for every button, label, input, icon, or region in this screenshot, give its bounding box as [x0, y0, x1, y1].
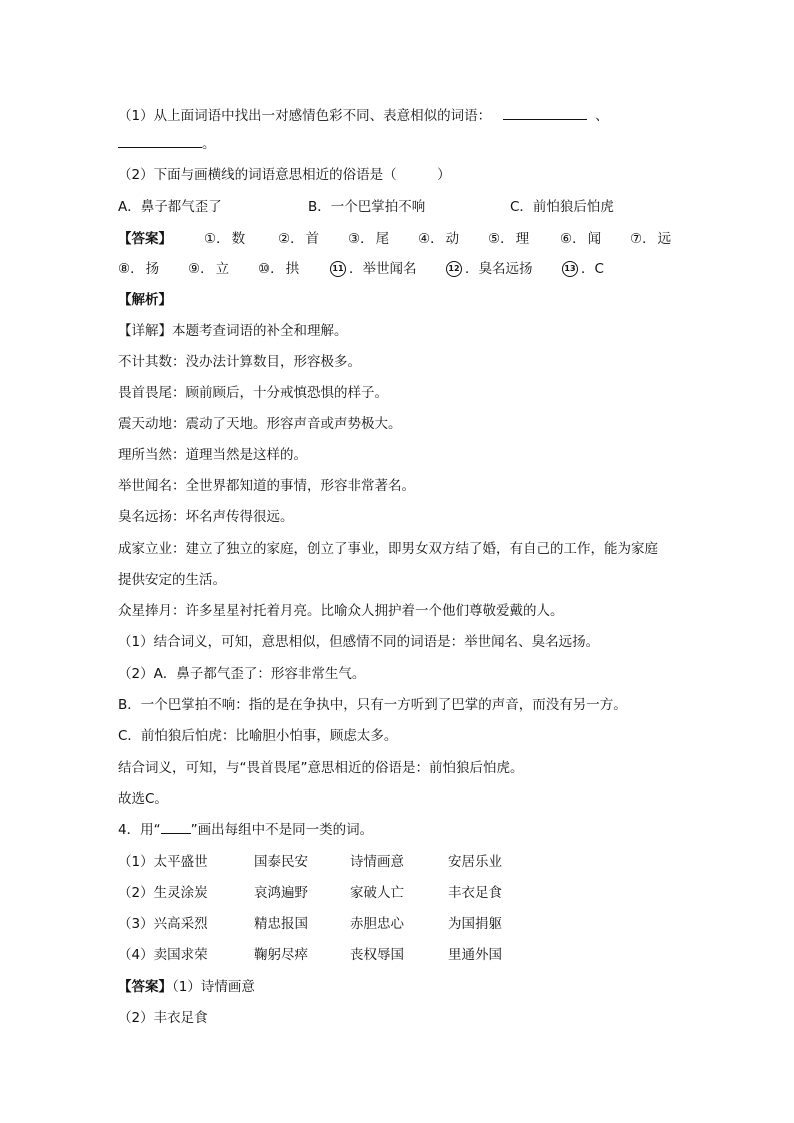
idiom: 为国捐躯	[448, 916, 502, 932]
analysis-line: 举世闻名：全世界都知道的事情，形容非常著名。	[118, 478, 415, 494]
answer-line: （2）丰衣足食	[118, 1010, 208, 1026]
analysis-line: 故选C。	[118, 791, 168, 807]
answer-value-12: ．臭名远扬	[465, 261, 533, 277]
idiom: 安居乐业	[448, 854, 502, 870]
idiom: 哀鸿遍野	[254, 885, 308, 901]
answer-value-6: 闻	[587, 231, 602, 247]
answer-label: 【答案】	[118, 979, 172, 995]
analysis-line: 众星捧月：许多星星衬托着月亮。比喻众人拥护着一个他们尊敬爱戴的人。	[118, 603, 564, 619]
idiom: 丰衣足食	[448, 885, 502, 901]
idiom: 里通外国	[448, 947, 502, 963]
underline-sample	[161, 821, 191, 834]
analysis-line: 臭名远扬：坏名声传得很远。	[118, 509, 294, 525]
answer-num-11: 11	[330, 261, 346, 277]
answer-value-4: 动	[445, 231, 460, 247]
idiom: （3）兴高采烈	[118, 916, 208, 932]
answer-num-8: ⑧．	[118, 261, 144, 277]
answer-value-8: 扬	[145, 261, 160, 277]
answer-num-10: ⑩．	[258, 261, 284, 277]
answer-num-2: ②．	[278, 231, 304, 247]
question-4-title	[118, 821, 373, 839]
answer-num-4: ④．	[418, 231, 444, 247]
question-4-suffix: ”画出每组中不是同一类的词。	[190, 822, 374, 838]
question-1-line-2	[118, 134, 216, 153]
option-a: A．鼻子都气歪了	[118, 199, 222, 215]
answer-value-9: 立	[215, 261, 230, 277]
analysis-label: 【解析】	[118, 292, 172, 308]
idiom: （1）太平盛世	[118, 854, 208, 870]
question-1-end: 。	[202, 136, 216, 152]
idiom: 国泰民安	[254, 854, 308, 870]
answer-num-13: 13	[562, 261, 578, 277]
answer-num-5: ⑤．	[488, 231, 514, 247]
analysis-line: （2）A．鼻子都气歪了：形容非常生气。	[118, 666, 366, 682]
analysis-line: （1）结合词义，可知，意思相似，但感情不同的词语是：举世闻名、臭名远扬。	[118, 634, 600, 650]
answer-num-7: ⑦．	[630, 231, 656, 247]
answer-num-3: ③．	[348, 231, 374, 247]
blank-separator: 、	[595, 108, 609, 124]
answer-value-3: 尾	[375, 231, 390, 247]
answer-blank-1	[503, 106, 587, 120]
answer-num-1: ①．	[204, 231, 230, 247]
analysis-line: 不计其数：没办法计算数目，形容极多。	[118, 354, 361, 370]
answer-num-12: 12	[446, 261, 462, 277]
idiom: （2）生灵涂炭	[118, 885, 208, 901]
answer-blank-2	[118, 134, 202, 148]
analysis-line: 震天动地：震动了天地。形容声音或声势极大。	[118, 416, 402, 432]
idiom: （4）卖国求荣	[118, 947, 208, 963]
idiom: 丧权辱国	[350, 947, 404, 963]
option-b: B．一个巴掌拍不响	[308, 199, 426, 215]
answer-num-6: ⑥．	[560, 231, 586, 247]
analysis-line: 【详解】本题考查词语的补全和理解。	[118, 323, 348, 339]
analysis-line: 结合词义，可知，与“畏首畏尾”意思相近的俗语是：前怕狼后怕虎。	[118, 760, 524, 776]
idiom: 精忠报国	[254, 916, 308, 932]
analysis-line: 畏首畏尾：顾前顾后，十分戒慎恐惧的样子。	[118, 385, 388, 401]
analysis-line: C．前怕狼后怕虎：比喻胆小怕事，顾虑太多。	[118, 728, 398, 744]
question-2-text: （2）下面与画横线的词语意思相近的俗语是（ ）	[118, 167, 451, 183]
question-4-answer	[118, 978, 255, 996]
idiom: 家破人亡	[350, 885, 404, 901]
answer-value-5: 理	[515, 231, 530, 247]
answer-value-10: 拱	[285, 261, 300, 277]
analysis-line: 提供安定的生活。	[118, 572, 226, 588]
answer-value-1: 数	[231, 231, 246, 247]
question-1-text: （1）从上面词语中找出一对感情色彩不同、表意相似的词语：	[118, 108, 492, 124]
answer-label: 【答案】	[118, 231, 172, 247]
idiom: 赤胆忠心	[350, 916, 404, 932]
option-c: C．前怕狼后怕虎	[510, 199, 614, 215]
answer-num-9: ⑨．	[188, 261, 214, 277]
answer-value-2: 首	[305, 231, 320, 247]
analysis-line: B．一个巴掌拍不响：指的是在争执中，只有一方听到了巴掌的声音，而没有另一方。	[118, 697, 627, 713]
answer-value-7: 远	[657, 231, 672, 247]
answer-line: （1）诗情画意	[172, 979, 255, 995]
idiom: 诗情画意	[350, 854, 404, 870]
idiom: 鞠躬尽瘁	[254, 947, 308, 963]
analysis-line: 成家立业：建立了独立的家庭，创立了事业，即男女双方结了婚，有自己的工作，能为家庭	[118, 541, 658, 557]
question-1-line	[118, 106, 609, 125]
answer-value-13: ．C	[581, 261, 604, 277]
answer-value-11: ．举世闻名	[349, 261, 417, 277]
question-4-prefix: 4．用“	[118, 822, 161, 838]
analysis-line: 理所当然：道理当然是这样的。	[118, 447, 307, 463]
